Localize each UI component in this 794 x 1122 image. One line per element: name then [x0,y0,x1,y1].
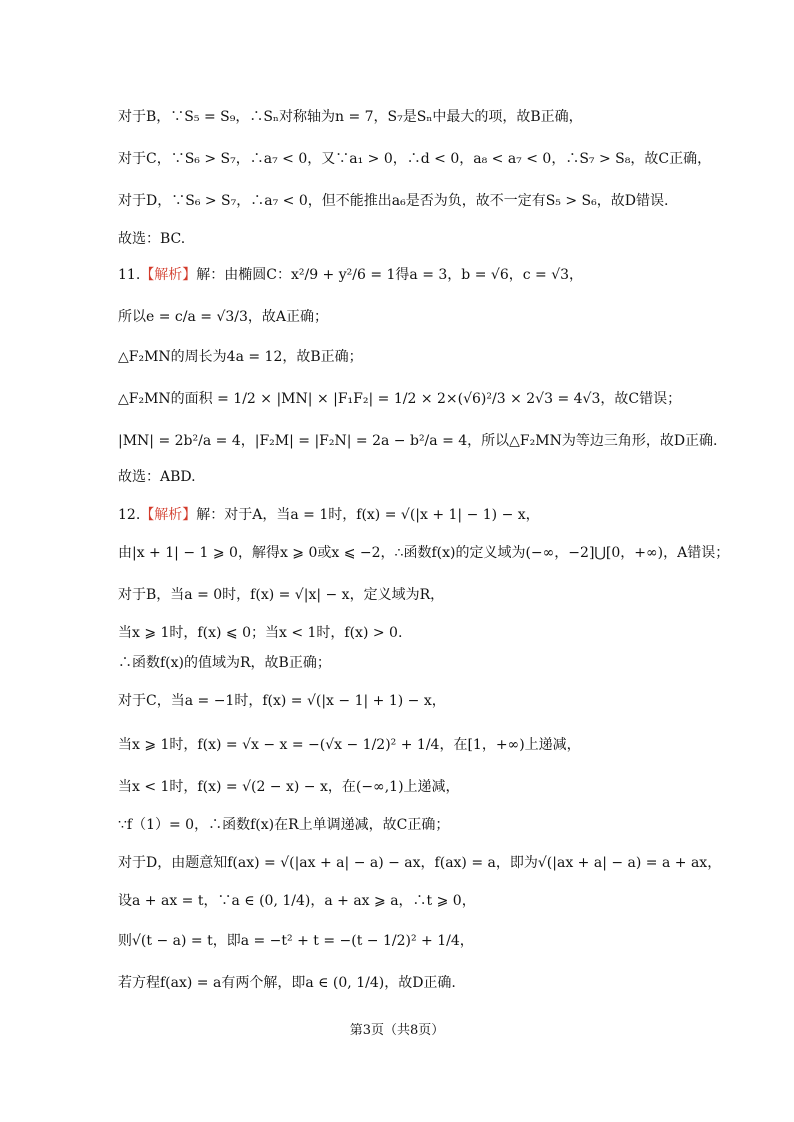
text-line-3: 对于D，∵S₆ > S₇，∴a₇ < 0，但不能推出a₆是否为负，故不一定有S₅ > S₆，故D错误. [118,193,669,209]
text-line-9: △F₂MN的面积 = 1/2 × |MN| × |F₁F₂| = 1/2 × 2×(√6)²/3 × 2√3 = 4√3，故C错误； [118,391,682,407]
text-line-8: △F₂MN的周长为4a = 12，故B正确； [118,349,363,365]
problem-text: 解：对于A，当a = 1时，f(x) = √(|x + 1| − 1) − x， [196,507,540,523]
text-line-1: 对于B，∵S₅ = S₉，∴Sₙ对称轴为n = 7，S₇是Sₙ中最大的项，故B正确， [118,109,583,125]
text-line-23: ∵f（1）= 0，∴函数f(x)在R上单调递减，故C正确； [118,817,450,833]
text-line-2: 对于C，∵S₆ > S₇，∴a₇ < 0，又∵a₁ > 0，∴d < 0，a₈ < a₇ < 0，∴S₇ > S₈，故C正确， [118,151,712,167]
text-line-10: |MN| = 2b²/a = 4，|F₂M| = |F₂N| = 2a − b²/a = 4，所以△F₂MN为等边三角形，故D正确. [118,433,718,449]
problem-text: 解：由椭圆C：x²/9 + y²/6 = 1得a = 3，b = √6，c = √3， [196,267,584,283]
text-line-27: 若方程f(ax) = a有两个解，即a ∈ (0, 1/4)，故D正确. [118,975,456,991]
text-line-21: 当x ⩾ 1时，f(x) = √x − x = −(√x − 1/2)² + 1/4，在[1，+∞)上递减， [118,737,581,753]
text-line-4: 故选：BC. [118,231,186,247]
text-line-26: 则√(t − a) = t，即a = −t² + t = −(t − 1/2)² + 1/4， [118,933,474,949]
analysis-tag: 【解析】 [140,267,197,283]
problem-11-line [118,264,754,286]
analysis-tag: 【解析】 [140,507,197,523]
text-line-19: ∴函数f(x)的值域为R，故B正确； [118,655,331,671]
text-line-25: 设a + ax = t，∵a ∈ (0, 1/4)，a + ax ⩾ a，∴t ⩾ 0， [118,893,476,909]
text-line-7: 所以e = c/a = √3/3，故A正确； [118,309,329,325]
text-line-20: 对于C，当a = −1时，f(x) = √(|x − 1| + 1) − x， [118,693,446,709]
text-line-22: 当x < 1时，f(x) = √(2 − x) − x，在(−∞,1)上递减， [118,779,460,795]
text-line-18: 当x ⩾ 1时，f(x) ⩽ 0；当x < 1时，f(x) > 0. [118,625,403,641]
text-line-11: 故选：ABD. [118,469,196,485]
text-line-24: 对于D，由题意知f(ax) = √(|ax + a| − a) − ax，f(ax) = a，即为√(|ax + a| − a) = a + ax， [118,855,722,871]
page-footer: 第3页（共8页） [349,1023,445,1038]
problem-number: 11. [118,267,141,283]
problem-12-line [118,504,754,526]
text-line-17: 对于B，当a = 0时，f(x) = √|x| − x，定义域为R， [118,587,445,603]
problem-number: 12. [118,507,141,523]
text-line-16: 由|x + 1| − 1 ⩾ 0，解得x ⩾ 0或x ⩽ −2，∴函数f(x)的定义域为(−∞，−2]⋃[0，+∞)，A错误； [118,545,730,561]
